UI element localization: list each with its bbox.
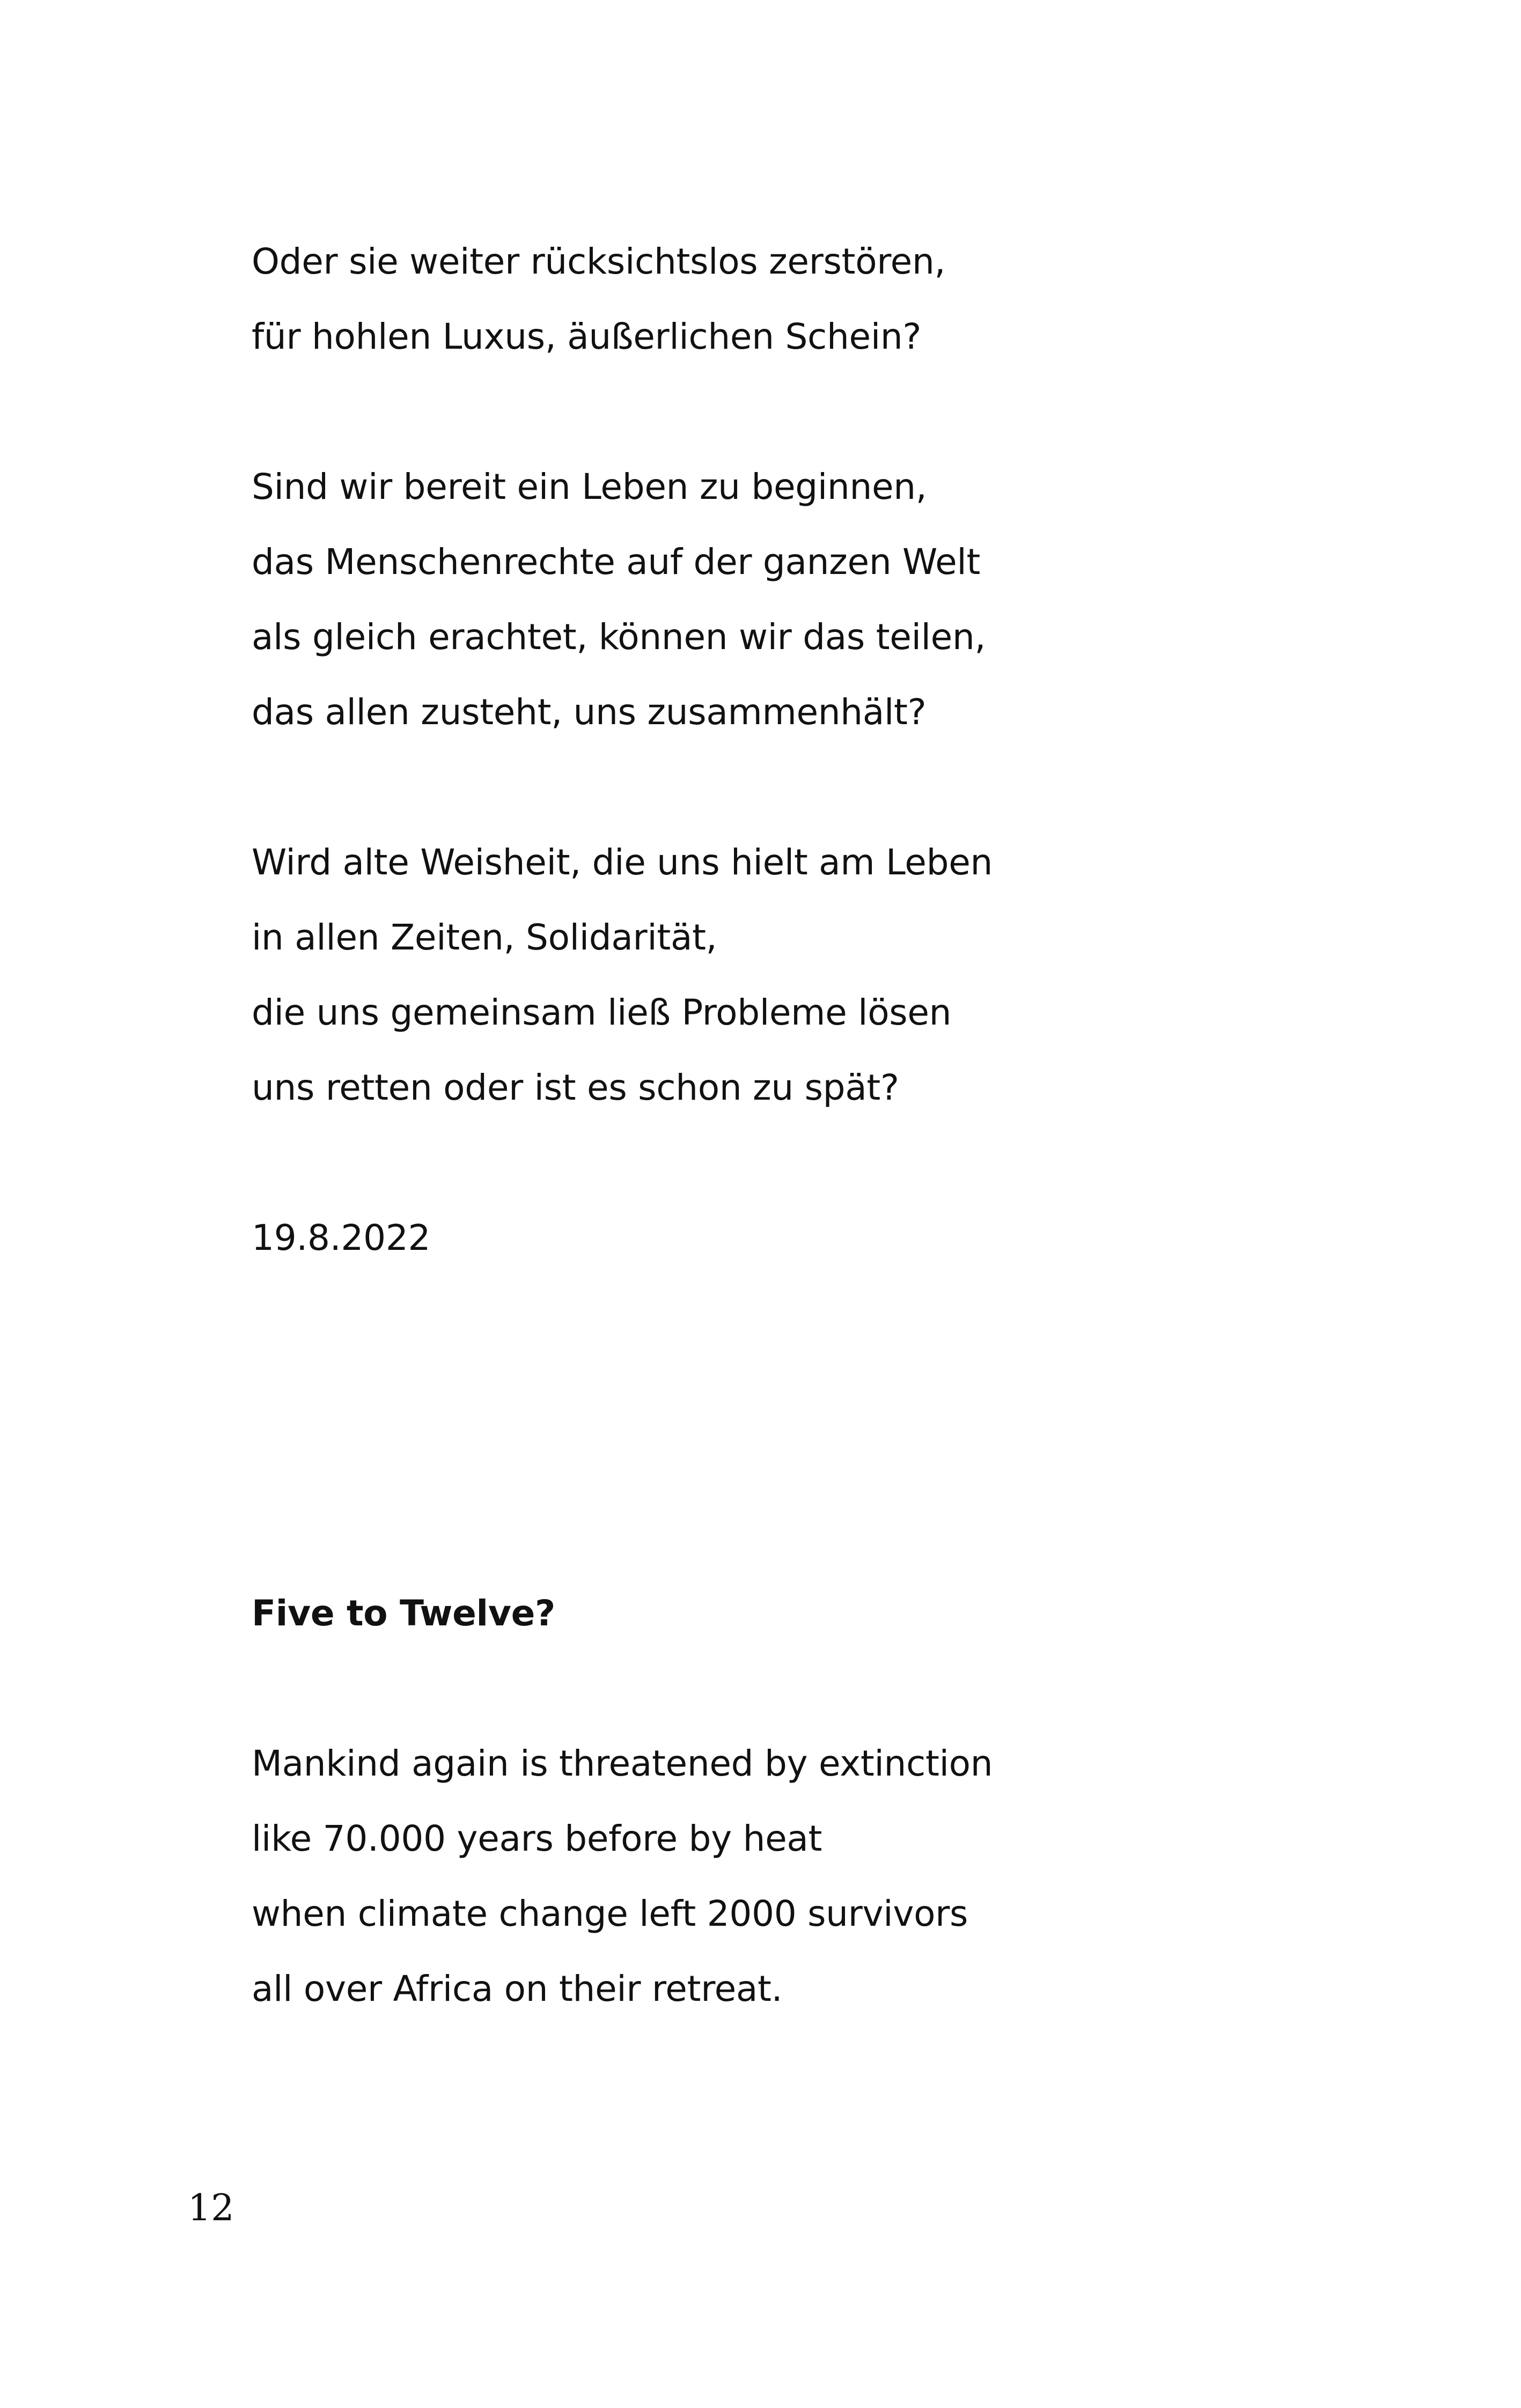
poem-line: in allen Zeiten, Solidarität, [252, 917, 717, 958]
poem-line: when climate change left 2000 survivors [252, 1893, 968, 1934]
poem-line: all over Africa on their retreat. [252, 1968, 783, 2009]
poem-line: Mankind again is threatened by extinction [252, 1743, 993, 1784]
poem-date: 19.8.2022 [252, 1217, 431, 1258]
poem-line: für hohlen Luxus, äußerlichen Schein? [252, 316, 922, 357]
poem-line: das Menschenrechte auf der ganzen Welt [252, 541, 981, 583]
poem-line: Wird alte Weisheit, die uns hielt am Leben [252, 842, 993, 883]
poem-line: das allen zusteht, uns zusammenhält? [252, 691, 927, 733]
poem-line: Oder sie weiter rücksichtslos zerstören, [252, 241, 946, 282]
poem-line: Sind wir bereit ein Leben zu beginnen, [252, 466, 927, 507]
poem-line: die uns gemeinsam ließ Probleme lösen [252, 992, 952, 1033]
page-number: 12 [188, 2187, 234, 2229]
poem-line: uns retten oder ist es schon zu spät? [252, 1067, 899, 1108]
poem-line: like 70.000 years before by heat [252, 1818, 822, 1859]
poem-title: Five to Twelve? [252, 1593, 556, 1634]
poem-line: als gleich erachtet, können wir das teilen, [252, 616, 986, 658]
